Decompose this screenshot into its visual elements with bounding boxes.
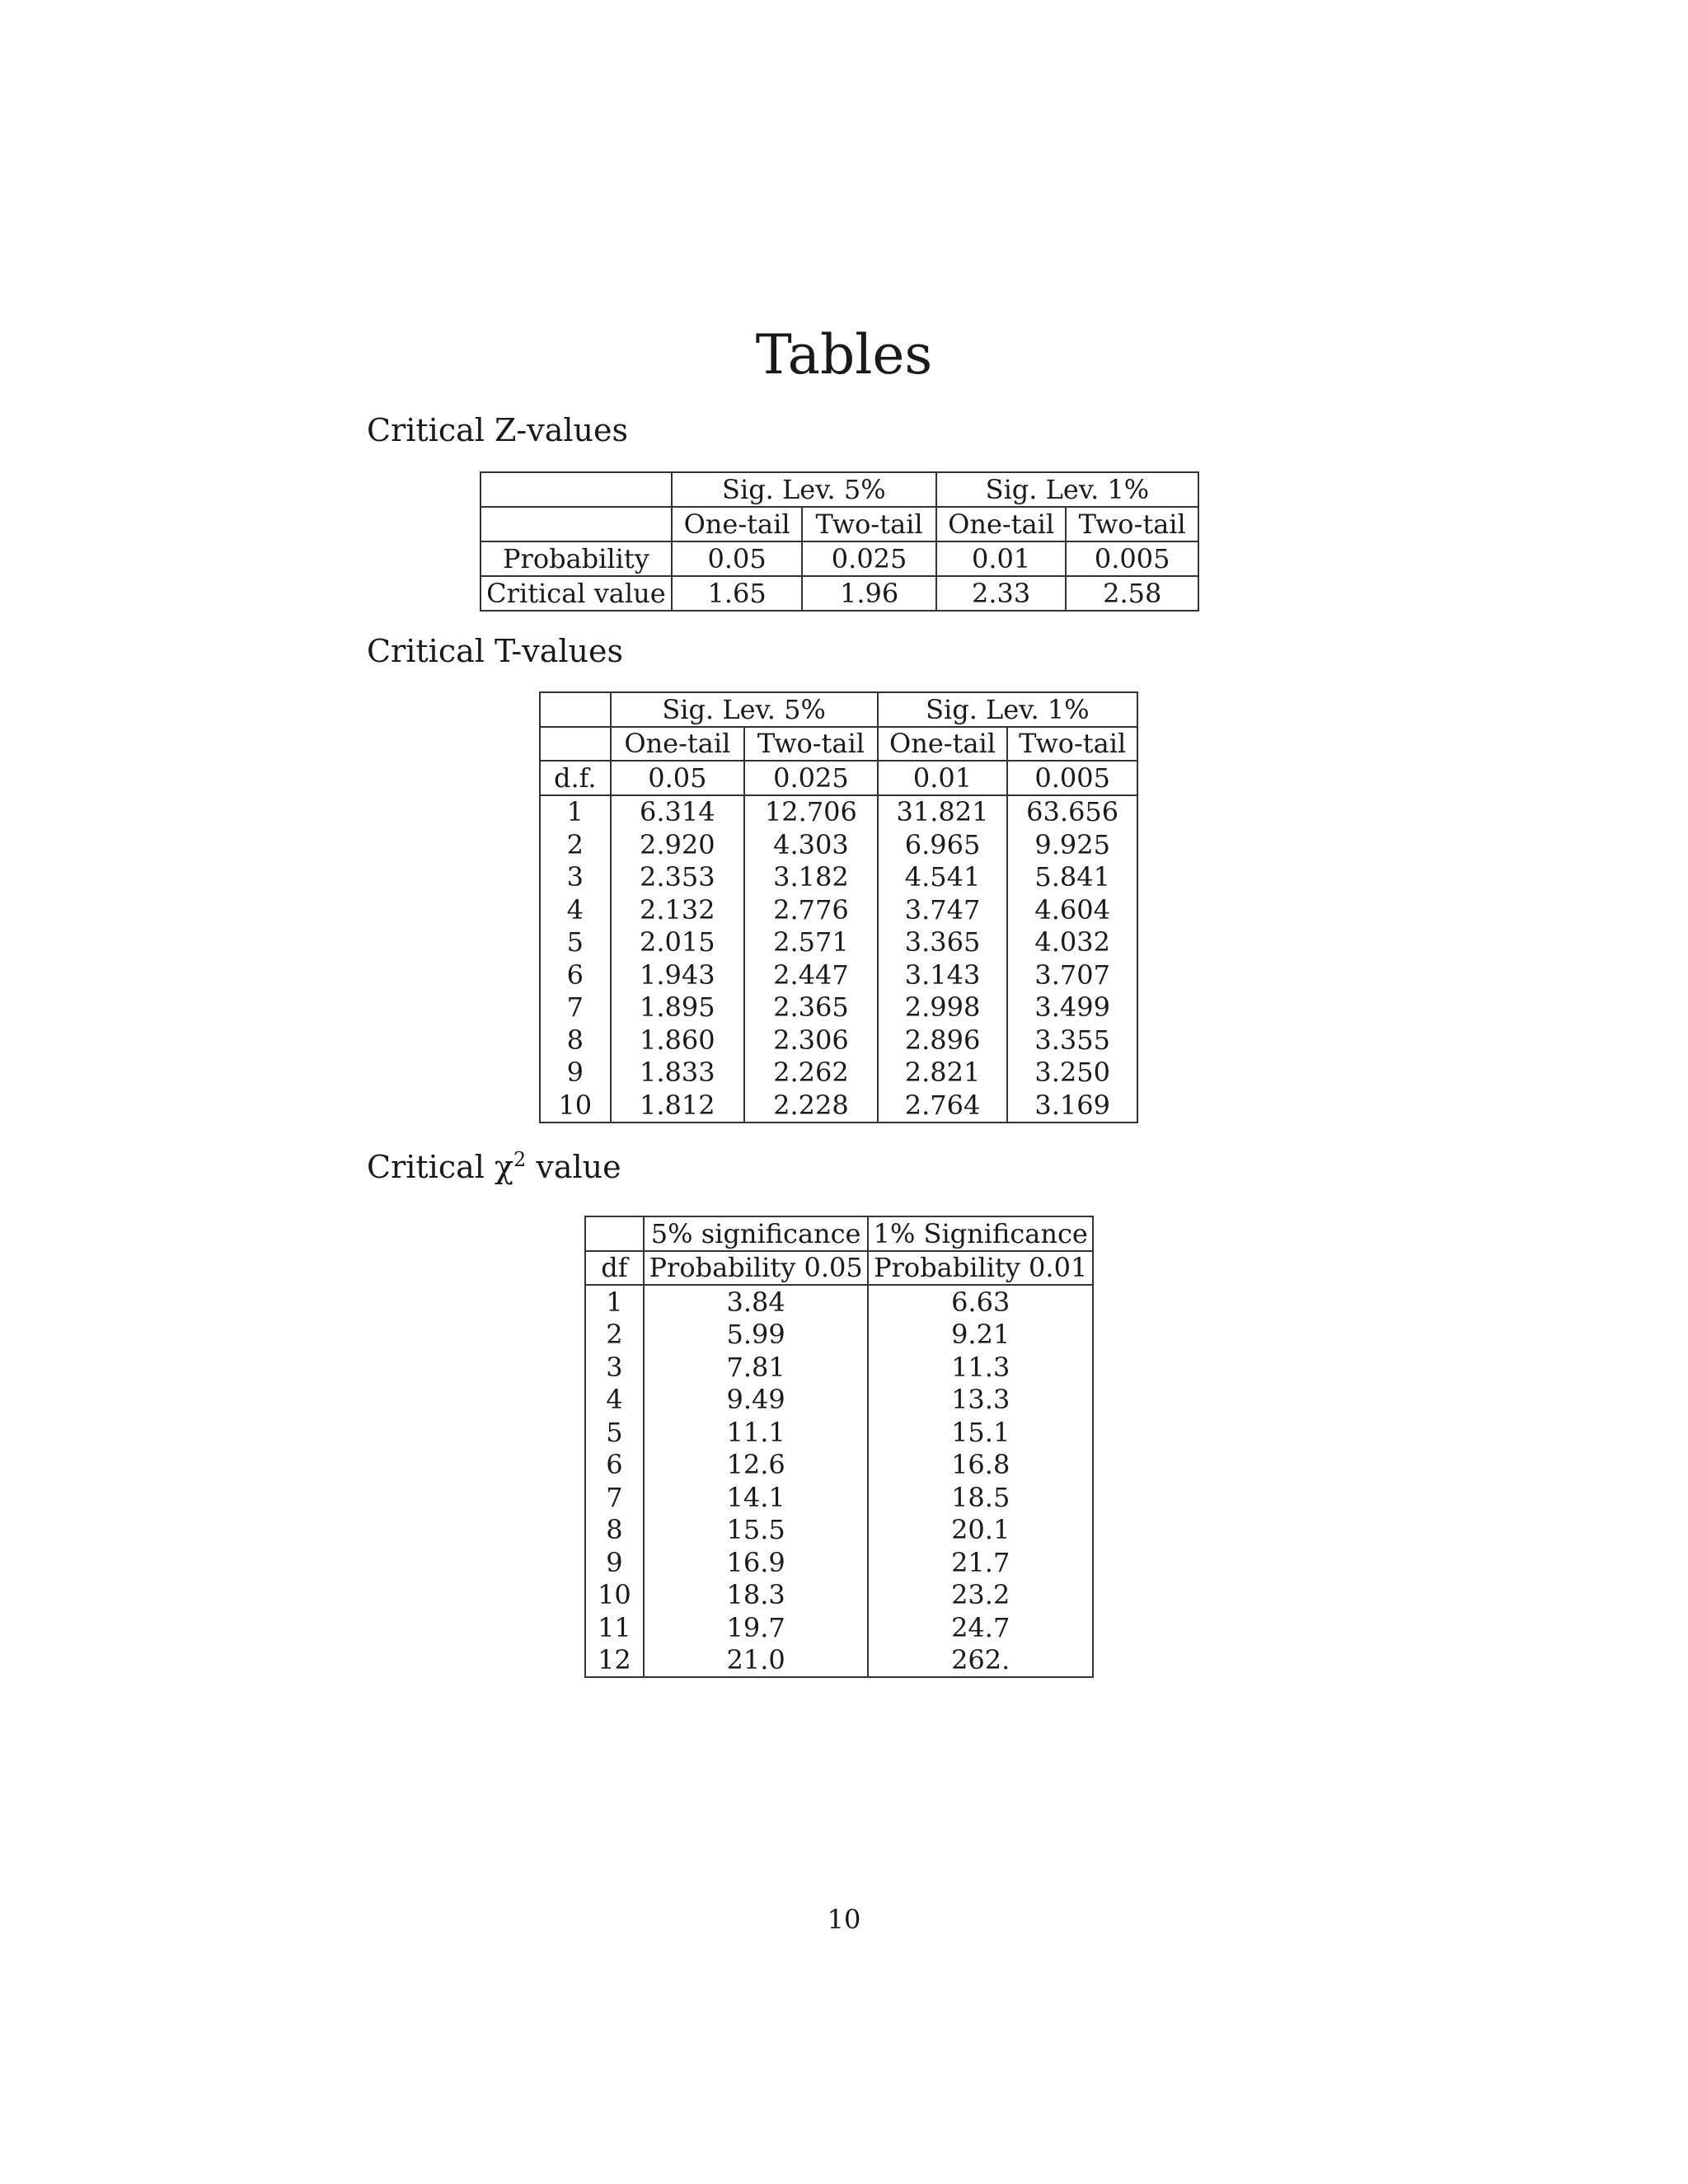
column-header: Probability 0.01 bbox=[868, 1251, 1093, 1286]
table-cell: 0.05 bbox=[611, 761, 745, 795]
df-cell: 8 bbox=[540, 1024, 611, 1057]
table-cell: 4.541 bbox=[878, 861, 1008, 894]
column-header: Two-tail bbox=[802, 507, 936, 541]
table-cell: 31.821 bbox=[878, 795, 1008, 829]
table-cell: 4.303 bbox=[744, 828, 878, 861]
table-row bbox=[585, 1481, 1093, 1514]
df-cell: 7 bbox=[585, 1481, 644, 1514]
table-header-row bbox=[540, 692, 1137, 727]
table-cell: 5.841 bbox=[1007, 861, 1137, 894]
column-header: One-tail bbox=[672, 507, 803, 541]
table-cell: 13.3 bbox=[868, 1384, 1093, 1417]
df-cell: 9 bbox=[585, 1546, 644, 1579]
table-row bbox=[585, 1449, 1093, 1482]
table-cell: 2.306 bbox=[744, 1024, 878, 1057]
table-cell: 4.032 bbox=[1007, 926, 1137, 959]
page-number: 10 bbox=[827, 1904, 861, 1935]
df-cell: 6 bbox=[540, 958, 611, 991]
df-cell: 9 bbox=[540, 1057, 611, 1090]
table-row bbox=[585, 1416, 1093, 1449]
table-cell: 1.65 bbox=[672, 576, 803, 611]
column-header: One-tail bbox=[611, 727, 745, 762]
table-cell: 1.96 bbox=[802, 576, 936, 611]
table-row bbox=[481, 576, 1198, 611]
table-cell: 0.01 bbox=[878, 761, 1008, 795]
group-header-1pct: Sig. Lev. 1% bbox=[878, 692, 1137, 727]
table-row bbox=[585, 1285, 1093, 1319]
table-row bbox=[585, 1319, 1093, 1352]
table-cell: 3.84 bbox=[644, 1285, 869, 1319]
table-row bbox=[540, 1024, 1137, 1057]
table-cell: 20.1 bbox=[868, 1514, 1093, 1547]
table-cell: 3.747 bbox=[878, 893, 1008, 926]
table-cell: 3.143 bbox=[878, 958, 1008, 991]
table-row bbox=[585, 1514, 1093, 1547]
table-cell: 63.656 bbox=[1007, 795, 1137, 829]
table-cell: 2.571 bbox=[744, 926, 878, 959]
table-cell: 9.21 bbox=[868, 1319, 1093, 1352]
table-cell: 9.49 bbox=[644, 1384, 869, 1417]
table-cell: 4.604 bbox=[1007, 893, 1137, 926]
table-cell: 2.262 bbox=[744, 1057, 878, 1090]
table-cell: 15.5 bbox=[644, 1514, 869, 1547]
table-cell: 12.6 bbox=[644, 1449, 869, 1482]
table-row bbox=[540, 795, 1137, 829]
t-values-heading: Critical T-values bbox=[367, 633, 624, 669]
df-cell: 11 bbox=[585, 1611, 644, 1644]
table-header-row bbox=[481, 507, 1198, 541]
df-cell: 10 bbox=[585, 1579, 644, 1612]
df-cell: 2 bbox=[540, 828, 611, 861]
table-cell: 0.05 bbox=[672, 541, 803, 576]
table-header-row bbox=[540, 727, 1137, 762]
df-cell: 8 bbox=[585, 1514, 644, 1547]
df-cell: 10 bbox=[540, 1089, 611, 1122]
df-header: df bbox=[585, 1251, 644, 1286]
df-cell: 3 bbox=[585, 1351, 644, 1384]
table-cell: 7.81 bbox=[644, 1351, 869, 1384]
t-values-table bbox=[539, 691, 1138, 1123]
table-cell: 0.025 bbox=[744, 761, 878, 795]
table-row bbox=[585, 1644, 1093, 1678]
table-cell: 16.9 bbox=[644, 1546, 869, 1579]
table-cell: 0.005 bbox=[1066, 541, 1198, 576]
table-cell: 0.025 bbox=[802, 541, 936, 576]
table-cell: 24.7 bbox=[868, 1611, 1093, 1644]
df-cell: 1 bbox=[540, 795, 611, 829]
table-row bbox=[540, 893, 1137, 926]
df-cell: 6 bbox=[585, 1449, 644, 1482]
table-row bbox=[540, 1057, 1137, 1090]
df-cell: 5 bbox=[585, 1416, 644, 1449]
z-values-table bbox=[480, 471, 1199, 612]
row-label: Critical value bbox=[481, 576, 672, 611]
table-cell: 16.8 bbox=[868, 1449, 1093, 1482]
table-cell: 3.365 bbox=[878, 926, 1008, 959]
table-cell: 5.99 bbox=[644, 1319, 869, 1352]
df-cell: 7 bbox=[540, 991, 611, 1024]
table-cell: 15.1 bbox=[868, 1416, 1093, 1449]
table-cell: 3.169 bbox=[1007, 1089, 1137, 1122]
table-cell: 3.355 bbox=[1007, 1024, 1137, 1057]
chi-square-exponent: 2 bbox=[513, 1148, 527, 1171]
table-row bbox=[585, 1579, 1093, 1612]
table-header-row bbox=[481, 472, 1198, 507]
table-cell: 12.706 bbox=[744, 795, 878, 829]
df-cell: 3 bbox=[540, 861, 611, 894]
chi-square-heading bbox=[367, 1148, 621, 1185]
z-values-heading: Critical Z-values bbox=[367, 412, 628, 448]
table-cell: 3.707 bbox=[1007, 958, 1137, 991]
column-header: One-tail bbox=[936, 507, 1067, 541]
df-cell: 4 bbox=[585, 1384, 644, 1417]
table-cell: 21.7 bbox=[868, 1546, 1093, 1579]
column-header: 1% Significance bbox=[868, 1216, 1093, 1251]
table-cell: 18.3 bbox=[644, 1579, 869, 1612]
df-cell: 1 bbox=[585, 1285, 644, 1319]
df-cell: 5 bbox=[540, 926, 611, 959]
table-cell: 6.63 bbox=[868, 1285, 1093, 1319]
column-header: One-tail bbox=[878, 727, 1008, 762]
row-label: Probability bbox=[481, 541, 672, 576]
group-header-1pct: Sig. Lev. 1% bbox=[936, 472, 1198, 507]
table-header-row bbox=[585, 1216, 1093, 1251]
table-cell: 2.365 bbox=[744, 991, 878, 1024]
table-row bbox=[540, 1089, 1137, 1122]
chi-square-heading-suffix: value bbox=[526, 1149, 621, 1185]
table-cell: 2.821 bbox=[878, 1057, 1008, 1090]
table-corner-cell bbox=[540, 727, 611, 762]
table-cell: 2.896 bbox=[878, 1024, 1008, 1057]
table-cell: 6.965 bbox=[878, 828, 1008, 861]
table-cell: 1.812 bbox=[611, 1089, 745, 1122]
chi-square-heading-prefix: Critical χ bbox=[367, 1149, 514, 1185]
table-cell: 3.499 bbox=[1007, 991, 1137, 1024]
table-cell: 2.764 bbox=[878, 1089, 1008, 1122]
table-cell: 2.228 bbox=[744, 1089, 878, 1122]
column-header: Two-tail bbox=[1007, 727, 1137, 762]
table-cell: 2.776 bbox=[744, 893, 878, 926]
table-cell: 2.920 bbox=[611, 828, 745, 861]
table-row bbox=[540, 991, 1137, 1024]
table-cell: 3.250 bbox=[1007, 1057, 1137, 1090]
table-row bbox=[540, 958, 1137, 991]
table-corner-cell bbox=[540, 692, 611, 727]
table-corner-cell bbox=[585, 1216, 644, 1251]
table-cell: 1.943 bbox=[611, 958, 745, 991]
table-header-row bbox=[585, 1251, 1093, 1286]
table-cell: 2.58 bbox=[1066, 576, 1198, 611]
table-cell: 14.1 bbox=[644, 1481, 869, 1514]
table-row bbox=[585, 1546, 1093, 1579]
table-row bbox=[481, 541, 1198, 576]
table-cell: 1.860 bbox=[611, 1024, 745, 1057]
df-cell: 12 bbox=[585, 1644, 644, 1678]
table-cell: 1.895 bbox=[611, 991, 745, 1024]
table-row bbox=[540, 828, 1137, 861]
table-cell: 1.833 bbox=[611, 1057, 745, 1090]
chi-square-table bbox=[584, 1216, 1094, 1678]
page-title: Tables bbox=[755, 323, 933, 387]
table-cell: 21.0 bbox=[644, 1644, 869, 1678]
table-cell: 6.314 bbox=[611, 795, 745, 829]
table-cell: 11.1 bbox=[644, 1416, 869, 1449]
df-cell: 2 bbox=[585, 1319, 644, 1352]
table-cell: 23.2 bbox=[868, 1579, 1093, 1612]
table-cell: 0.01 bbox=[936, 541, 1067, 576]
table-cell: 9.925 bbox=[1007, 828, 1137, 861]
table-cell: 0.005 bbox=[1007, 761, 1137, 795]
table-row bbox=[585, 1384, 1093, 1417]
table-cell: 2.998 bbox=[878, 991, 1008, 1024]
column-header: Two-tail bbox=[1066, 507, 1198, 541]
table-cell: 2.132 bbox=[611, 893, 745, 926]
probability-row bbox=[540, 761, 1137, 795]
df-header: d.f. bbox=[540, 761, 611, 795]
table-row bbox=[540, 861, 1137, 894]
table-cell: 2.447 bbox=[744, 958, 878, 991]
table-cell: 262. bbox=[868, 1644, 1093, 1678]
table-cell: 11.3 bbox=[868, 1351, 1093, 1384]
table-corner-cell bbox=[481, 472, 672, 507]
column-header: Two-tail bbox=[744, 727, 878, 762]
table-cell: 2.353 bbox=[611, 861, 745, 894]
table-cell: 3.182 bbox=[744, 861, 878, 894]
table-cell: 2.015 bbox=[611, 926, 745, 959]
df-cell: 4 bbox=[540, 893, 611, 926]
table-row bbox=[540, 926, 1137, 959]
column-header: 5% significance bbox=[644, 1216, 869, 1251]
table-cell: 18.5 bbox=[868, 1481, 1093, 1514]
group-header-5pct: Sig. Lev. 5% bbox=[611, 692, 878, 727]
table-cell: 19.7 bbox=[644, 1611, 869, 1644]
table-row bbox=[585, 1351, 1093, 1384]
table-cell: 2.33 bbox=[936, 576, 1067, 611]
group-header-5pct: Sig. Lev. 5% bbox=[672, 472, 936, 507]
table-row bbox=[585, 1611, 1093, 1644]
column-header: Probability 0.05 bbox=[644, 1251, 869, 1286]
table-corner-cell bbox=[481, 507, 672, 541]
